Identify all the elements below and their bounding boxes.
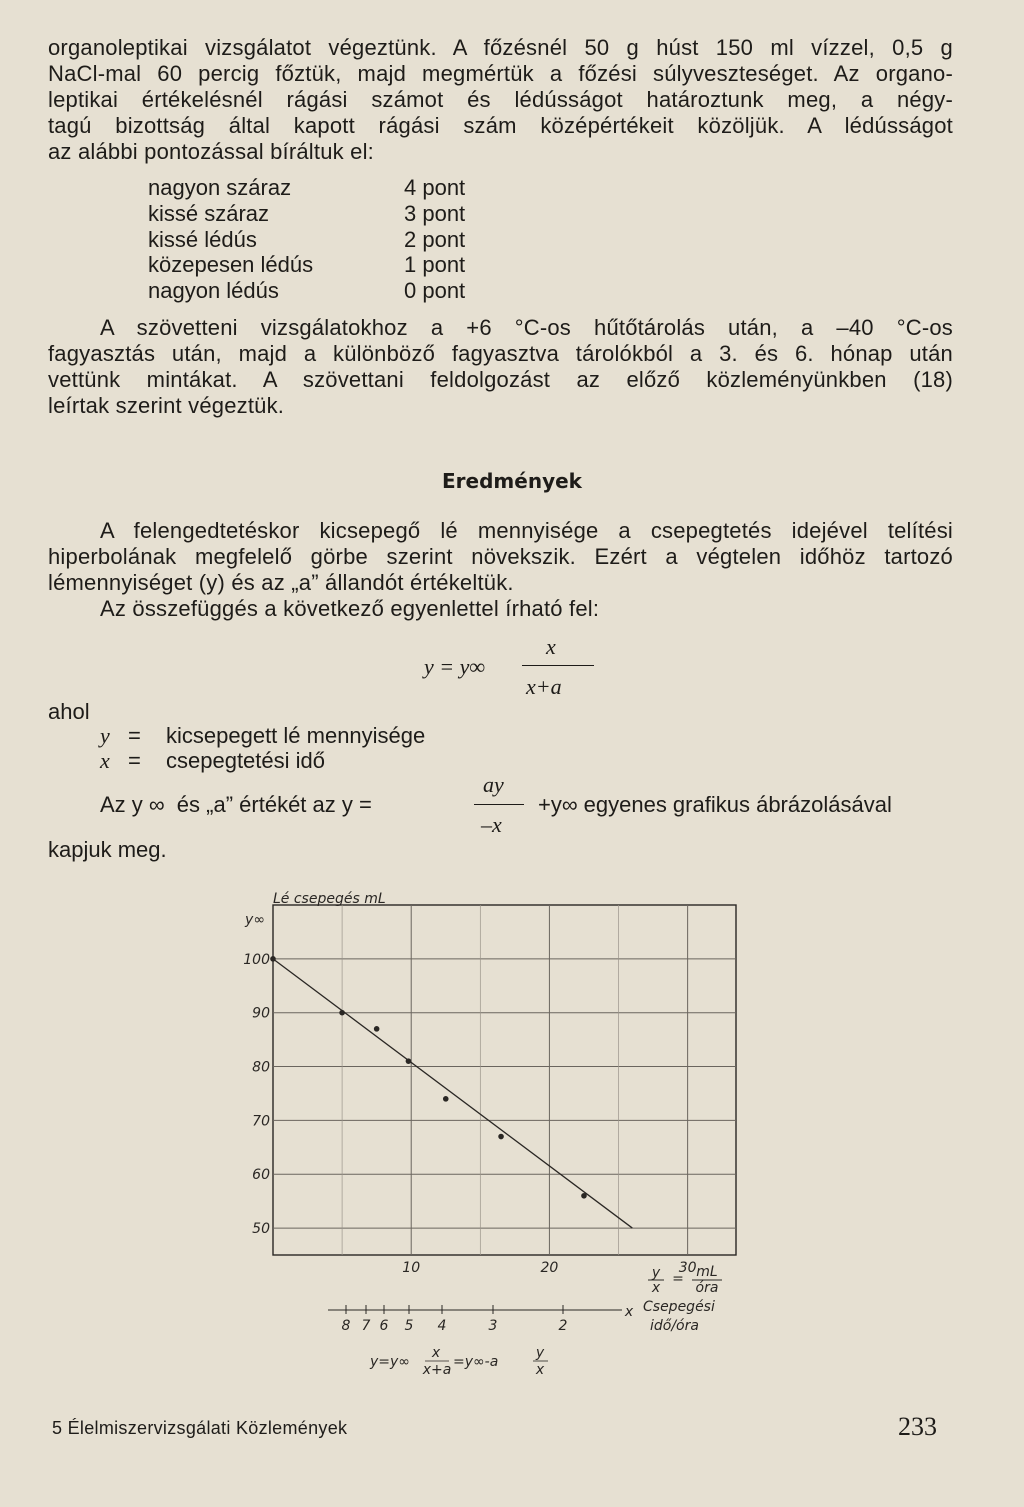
text-line: hiperbolának megfelelő görbe szerint növekszik. Ezért a végtelen időhöz tartozó (48, 544, 953, 569)
score-label: kissé lédús (148, 226, 257, 252)
data-point (498, 1134, 504, 1140)
secondary-tick-label: 7 (361, 1318, 371, 1334)
y-tick-label: 80 (252, 1059, 270, 1076)
definition-equals: = (128, 748, 141, 773)
score-value: 0 pont (404, 278, 466, 304)
score-label: nagyon lédús (148, 278, 279, 304)
equation-prefix: Az y ∞ és „a” értékét az y = (100, 792, 372, 817)
text-line: vettünk mintákat. A szövettani feldolgozást az előző közleményünkben (18) (48, 367, 953, 392)
fit-line (273, 959, 632, 1228)
score-label: nagyon száraz (148, 175, 292, 200)
text-line: NaCl-mal 60 percig főztük, majd megmértük a főzési súlyveszteséget. Az organo- (48, 61, 953, 86)
text-line: A szövetteni vizsgálatokhoz a +6 °C-os hűtőtárolás után, a –40 °C-os (100, 315, 953, 340)
definition-equals: = (128, 723, 141, 748)
definition-text: kicsepegett lé mennyisége (166, 723, 426, 748)
equation-denominator: x+a (526, 674, 562, 699)
text-line: leptikai értékelésnél rágási számot és lédússágot határoztunk meg, a négy- (48, 87, 953, 112)
footer-journal: 5 Élelmiszervizsgálati Közlemények (52, 1418, 348, 1438)
page-number: 233 (898, 1412, 937, 1441)
section-heading: Eredmények (442, 469, 582, 493)
chart-formula-denominator: x (535, 1362, 545, 1378)
chart-formula-part: =y∞-a (453, 1354, 499, 1370)
data-point (406, 1058, 412, 1064)
text-line: lémennyiséget (y) és az „a” állandót értékeltük. (48, 570, 514, 595)
closing-text: kapjuk meg. (48, 837, 167, 862)
secondary-tick-label: 3 (488, 1318, 498, 1334)
y-tick-label: 70 (252, 1113, 270, 1130)
secondary-tick-label: 8 (341, 1318, 351, 1334)
y-tick-label: 60 (252, 1167, 270, 1184)
chart-formula-numerator: y (535, 1345, 545, 1361)
x-label-denominator: x (651, 1280, 661, 1296)
x-tick-label: 30 (678, 1260, 697, 1276)
data-point (270, 956, 276, 962)
x-tick-label: 10 (402, 1260, 421, 1276)
score-value: 3 pont (404, 200, 466, 226)
chart-formula-denominator: x+a (422, 1362, 452, 1378)
where-label: ahol (48, 699, 90, 724)
equation-suffix: +y∞ egyenes grafikus ábrázolásával (538, 792, 892, 817)
secondary-tick-label: 6 (379, 1318, 389, 1334)
x-label-unit-numerator: mL (696, 1264, 718, 1280)
data-point (374, 1026, 380, 1032)
score-value: 2 pont (404, 226, 466, 252)
x-label-numerator: y (651, 1265, 661, 1281)
y-axis-title: Lé csepegés mL (273, 891, 386, 907)
text-line: A felengedtetéskor kicsepegő lé mennyisége a csepegtetés idejével telítési (100, 518, 953, 543)
text-line: Az összefüggés a következő egyenlettel írható fel: (100, 596, 600, 621)
secondary-tick-label: 4 (437, 1318, 447, 1334)
secondary-axis-variable: x (624, 1304, 634, 1320)
x-tick-label: 20 (540, 1260, 559, 1276)
secondary-axis-label: idő/óra (650, 1318, 699, 1334)
y-infinity-label: y∞ (245, 911, 265, 928)
text-line: leírtak szerint végeztük. (48, 393, 285, 418)
x-label-unit-denominator: óra (695, 1280, 719, 1296)
chart-formula-part: y=y∞ (370, 1354, 410, 1370)
definition-symbol: y (100, 723, 110, 748)
text-line: fagyasztás után, majd a különböző fagyasztva tárolókból a 3. és 6. hónap után (48, 341, 953, 366)
chart-formula-numerator: x (431, 1345, 441, 1361)
y-tick-label: 100 (243, 951, 270, 968)
data-point (443, 1096, 449, 1102)
score-value: 4 pont (404, 175, 466, 200)
definition-text: csepegtetési idő (166, 748, 325, 773)
definition-symbol: x (100, 748, 110, 773)
text-line: tagú bizottság által kapott rágási szám középértékeit közöljük. A lédússágot (48, 113, 953, 138)
equation-numerator: x (546, 634, 556, 659)
score-label: közepesen lédús (148, 252, 314, 278)
secondary-tick-label: 2 (558, 1318, 568, 1334)
equation-numerator: ay (483, 772, 504, 797)
secondary-axis-label: Csepegési (643, 1299, 715, 1315)
y-tick-label: 50 (252, 1221, 270, 1238)
x-label-equals: = (672, 1271, 684, 1287)
data-point (581, 1193, 587, 1199)
secondary-tick-label: 5 (404, 1318, 414, 1334)
score-value: 1 pont (404, 252, 466, 278)
text-line: az alábbi pontozással bíráltuk el: (48, 139, 374, 164)
equation-denominator: –x (481, 812, 502, 837)
score-label: kissé száraz (148, 200, 270, 226)
text-line: organoleptikai vizsgálatot végeztünk. A főzésnél 50 g húst 150 ml vízzel, 0,5 g (48, 35, 953, 60)
equation-lhs: y = y∞ (424, 654, 486, 679)
data-point (339, 1010, 345, 1016)
y-tick-label: 90 (252, 1005, 270, 1022)
